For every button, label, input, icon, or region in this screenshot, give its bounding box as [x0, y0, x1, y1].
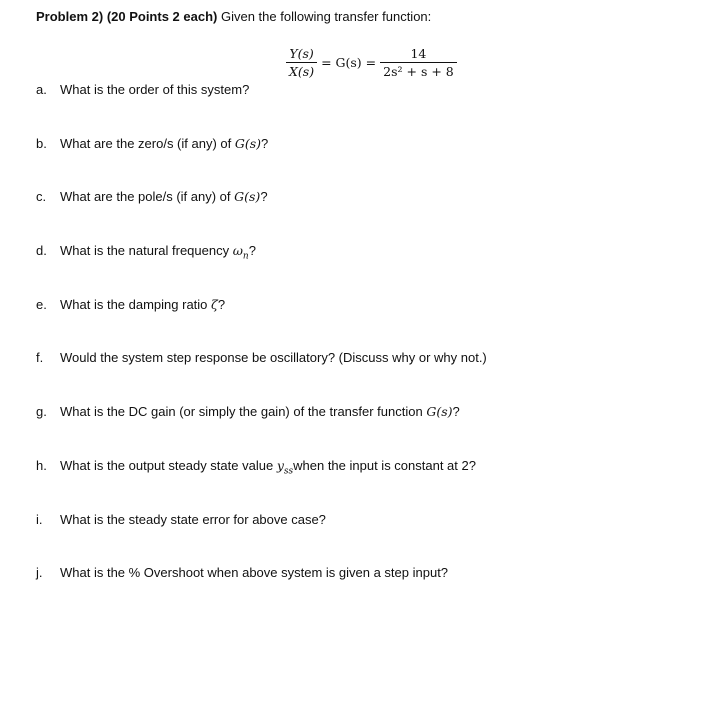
math-g-of-s: G(s) [234, 136, 262, 151]
question-letter: a. [36, 82, 47, 97]
question-letter: j. [36, 565, 43, 580]
rhs-numerator: 14 [410, 45, 427, 61]
question-j [36, 565, 448, 580]
question-text: What is the order of this system? [60, 82, 250, 97]
problem-number: Problem 2) [36, 9, 104, 24]
question-text-end: ? [452, 404, 460, 419]
question-letter: c. [36, 189, 47, 204]
lhs-fraction [286, 46, 317, 79]
question-letter: b. [36, 136, 47, 151]
question-text: What is the natural frequency [60, 243, 230, 258]
question-letter: h. [36, 458, 47, 473]
question-text: What is the DC gain (or simply the gain) of the transfer function [60, 404, 423, 419]
fraction-bar [380, 62, 457, 63]
points-label: (20 Points 2 each) [106, 9, 218, 24]
intro-text: Given the following transfer function: [220, 9, 432, 24]
question-letter: e. [36, 297, 47, 312]
equals-g-of-s: = G(s) = [321, 54, 377, 70]
lhs-denominator: X(s) [289, 63, 315, 79]
question-letter: i. [36, 512, 43, 527]
question-text: What are the zero/s (if any) of [60, 136, 232, 151]
question-f [36, 350, 487, 365]
question-c [36, 189, 268, 204]
rhs-denominator: 2s² + s + 8 [383, 63, 454, 79]
question-text-end: ? [217, 297, 226, 312]
lhs-numerator: Y(s) [289, 45, 314, 61]
question-a [36, 82, 249, 97]
math-omega-n: $\omega_n$ [232, 243, 249, 262]
question-b [36, 136, 268, 151]
math-subscript: n [242, 251, 249, 262]
question-text: What is the output steady state value [60, 458, 274, 473]
math-zeta: ζ [211, 297, 218, 312]
math-subscript: ss [283, 466, 294, 477]
question-letter: d. [36, 243, 47, 258]
question-text: What is the damping ratio [60, 297, 208, 312]
fraction-bar [286, 62, 317, 63]
question-text: What are the pole/s (if any) of [60, 189, 231, 204]
problem-header [36, 9, 431, 24]
question-i [36, 512, 326, 527]
transfer-function [286, 42, 457, 82]
question-letter: f. [36, 350, 44, 365]
question-e [36, 297, 225, 312]
question-g [36, 404, 460, 419]
question-d [36, 243, 256, 262]
question-text-end: ? [261, 136, 269, 151]
math-g-of-s: G(s) [426, 404, 453, 419]
question-text: Would the system step response be oscillatory? (Discuss why or why not.) [60, 350, 487, 365]
question-text-end: ? [260, 189, 268, 204]
question-text: What is the % Overshoot when above system is given a step input? [60, 565, 449, 580]
question-letter: g. [36, 404, 47, 419]
question-h [36, 458, 476, 477]
rhs-fraction [380, 46, 457, 79]
question-text-end: when the input is constant at 2? [293, 458, 476, 473]
question-text: What is the steady state error for above case? [60, 512, 326, 527]
math-y-ss: $y_{ss}$ [276, 458, 294, 477]
question-text-end: ? [248, 243, 256, 258]
math-g-of-s: G(s) [234, 189, 261, 204]
